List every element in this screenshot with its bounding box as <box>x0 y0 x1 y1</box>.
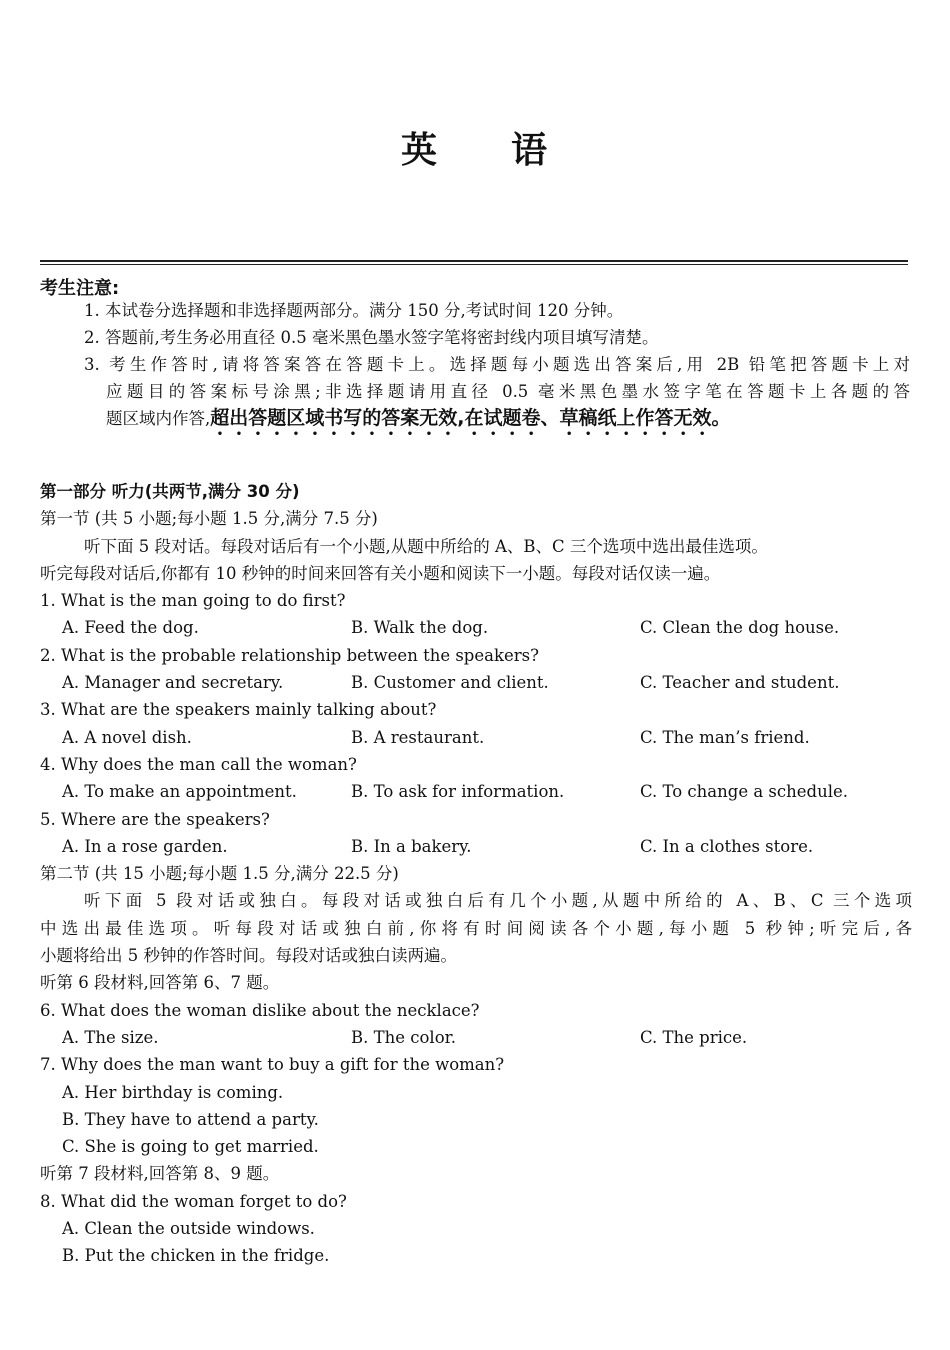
part1-heading: 第一部分 听力(共两节,满分 30 分) <box>40 482 300 501</box>
question-4-options <box>40 778 912 805</box>
option-a: A. The size. <box>62 1027 159 1047</box>
question-4: 4. Why does the man call the woman? <box>40 754 357 774</box>
header-rule-thick <box>40 260 908 262</box>
question-8: 8. What did the woman forget to do? <box>40 1191 347 1211</box>
emphasis-warning: 超出答题区域书写的答案无效,在试题卷、草稿纸上作答无效。 <box>210 407 731 429</box>
question-1: 1. What is the man going to do first? <box>40 591 346 611</box>
option-c: C. In a clothes store. <box>640 836 814 856</box>
option-b: B. Customer and client. <box>351 673 549 693</box>
section2-instructions-2: 中选出最佳选项。听每段对话或独白前,你将有时间阅读各个小题,每小题 5 秒钟;听完后,各 <box>40 918 912 938</box>
option-b: B. In a bakery. <box>351 836 472 856</box>
option-a: A. Feed the dog. <box>62 618 199 638</box>
option-c: C. To change a schedule. <box>640 782 848 802</box>
option-a: A. In a rose garden. <box>62 836 228 856</box>
question-3-options <box>40 724 912 751</box>
option-c: C. The man’s friend. <box>640 727 810 747</box>
question-3: 3. What are the speakers mainly talking about? <box>40 700 437 720</box>
notice-item-3-line-1: 3. 考生作答时,请将答案答在答题卡上。选择题每小题选出答案后,用 2B 铅笔把答题卡上对 <box>84 355 910 374</box>
section1-instructions-1: 听下面 5 段对话。每段对话后有一个小题,从题中所给的 A、B、C 三个选项中选出最佳选项。 <box>84 536 768 556</box>
question-1-options <box>40 614 912 641</box>
option-b: B. The color. <box>351 1027 456 1047</box>
section1-instructions-2: 听完每段对话后,你都有 10 秒钟的时间来回答有关小题和阅读下一小题。每段对话仅读一遍。 <box>40 563 721 583</box>
section2-instructions-1: 听下面 5 段对话或独白。每段对话或独白后有几个小题,从题中所给的 A、B、C 三个选项 <box>84 891 912 911</box>
question-5-options <box>40 833 912 860</box>
header-rule-thin <box>40 264 908 265</box>
option-c: C. Teacher and student. <box>640 673 840 693</box>
question-7: 7. Why does the man want to buy a gift for the woman? <box>40 1055 505 1075</box>
section2-instructions-3: 小题将给出 5 秒钟的作答时间。每段对话或独白读两遍。 <box>40 946 457 966</box>
notice-item-3-line-3: 题区域内作答,超出答题区域书写的答案无效,在试题卷、草稿纸上作答无效。 <box>106 407 731 429</box>
option-b: B. Put the chicken in the fridge. <box>62 1246 330 1266</box>
material-6-intro: 听第 6 段材料,回答第 6、7 题。 <box>40 973 280 993</box>
option-c: C. Clean the dog house. <box>640 618 840 638</box>
option-a: A. To make an appointment. <box>62 782 297 802</box>
section1-heading: 第一节 (共 5 小题;每小题 1.5 分,满分 7.5 分) <box>40 509 378 529</box>
option-a: A. A novel dish. <box>62 727 192 747</box>
option-c: C. She is going to get married. <box>62 1137 319 1157</box>
question-6-options <box>40 1024 912 1051</box>
option-b: B. They have to attend a party. <box>62 1109 319 1129</box>
option-a: A. Her birthday is coming. <box>62 1082 284 1102</box>
notice-item-1: 1. 本试卷分选择题和非选择题两部分。满分 150 分,考试时间 120 分钟。 <box>84 301 624 320</box>
listening-part <box>40 478 912 1270</box>
option-b: B. A restaurant. <box>351 727 485 747</box>
notice-item-3-line-2: 应题目的答案标号涂黑;非选择题请用直径 0.5 毫米黑色墨水签字笔在答题卡上各题的答 <box>106 382 910 401</box>
option-b: B. To ask for information. <box>351 782 565 802</box>
notice-heading: 考生注意: <box>40 278 120 299</box>
page-title: 英 语 <box>400 130 550 171</box>
notice-item-2: 2. 答题前,考生务必用直径 0.5 毫米黑色墨水签字笔将密封线内项目填写清楚。 <box>84 328 659 347</box>
question-6: 6. What does the woman dislike about the necklace? <box>40 1000 480 1020</box>
question-5: 5. Where are the speakers? <box>40 809 270 829</box>
option-a: A. Manager and secretary. <box>62 673 284 693</box>
option-a: A. Clean the outside windows. <box>62 1219 315 1239</box>
option-b: B. Walk the dog. <box>351 618 489 638</box>
question-2: 2. What is the probable relationship between the speakers? <box>40 645 539 665</box>
notice-list <box>84 297 910 440</box>
question-2-options <box>40 669 912 696</box>
option-c: C. The price. <box>640 1027 748 1047</box>
section2-heading: 第二节 (共 15 小题;每小题 1.5 分,满分 22.5 分) <box>40 864 399 884</box>
material-7-intro: 听第 7 段材料,回答第 8、9 题。 <box>40 1164 280 1184</box>
